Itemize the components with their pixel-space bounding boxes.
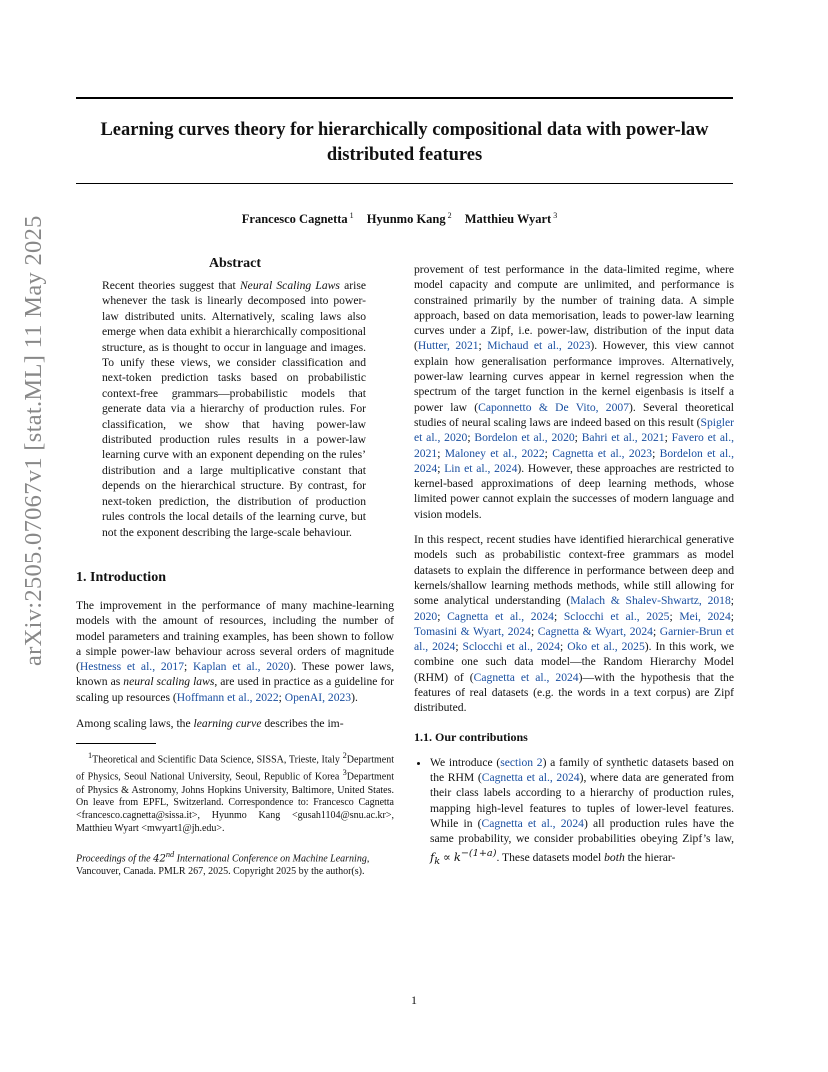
author-name: Matthieu Wyart xyxy=(464,212,552,227)
right-column xyxy=(414,262,734,870)
citation-link[interactable]: Spigler et al., 2020 xyxy=(414,415,734,445)
citation-link[interactable]: OpenAI, 2023 xyxy=(284,690,352,704)
citation-link[interactable]: Lin et al., 2024 xyxy=(444,461,518,475)
citation-link[interactable]: Kaplan et al., 2020 xyxy=(193,660,290,674)
citation-link[interactable]: Hestness et al., 2017 xyxy=(79,660,185,674)
citation-link[interactable]: Favero et al., 2021 xyxy=(414,431,734,460)
page-number: 1 xyxy=(411,993,417,1007)
citation-link[interactable]: Bordelon et al., 2020 xyxy=(474,431,575,445)
citation-link[interactable]: Oko et al., 2025 xyxy=(567,640,645,654)
citation-link[interactable]: Sclocchi et al., 2025 xyxy=(563,609,670,623)
intro-paragraph: Among scaling laws, the learning curve describes the im- xyxy=(76,716,344,730)
citation-link[interactable]: Sclocchi et al., 2024 xyxy=(462,640,561,654)
citation-link[interactable]: Maloney et al., 2022 xyxy=(444,446,545,460)
title-top-rule xyxy=(76,97,733,99)
intro-paragraph: The improvement in the performance of many machine-learning models with the amount of resources, including the number of model parameters and training examples, has been shown to follow a simple power-law behaviour across several orders of magnitude (Hestness et al., 2017; Kaplan et al., 2020). These power laws, known as neural scaling laws, are used in practice as a guideline for scaling up resources (Hoffmann et al., 2022; OpenAI, 2023). xyxy=(76,598,394,704)
arxiv-identifier: arXiv:2505.07067v1 [stat.ML] 11 May 2025 xyxy=(20,215,47,666)
contributions-list xyxy=(414,755,734,870)
abstract-text: Recent theories suggest that Neural Scaling Laws arise whenever the task is linearly decomposed into power-law distributed units. Alternatively, scaling laws also emerge when data exhibit a hierarchically compositional structure, as is thought to occur in language and images. To unify these views, we consider classification and next-token prediction tasks based on probabilistic context-free grammars—probabilistic models that generate data via a hierarchy of production rules. For classification, we show that having power-law distributed production rules results in a power-law learning curve with an exponent depending on the rules’ distribution and a large multiplicative constant that depends on the hierarchical structure. By contrast, for next-token prediction, the distribution of production rules controls the local details of the learning curve, but not the exponent describing the large-scale behaviour. xyxy=(102,279,366,539)
author-name: Francesco Cagnetta xyxy=(241,212,348,227)
citation-link[interactable]: Cagnetta et al., 2024 xyxy=(447,609,554,623)
citation-link[interactable]: 2020 xyxy=(414,609,438,623)
title-bottom-rule xyxy=(76,183,733,184)
citation-link[interactable]: Tomasini & Wyart, 2024 xyxy=(414,624,531,638)
author-affiliation-mark: 1 xyxy=(349,211,354,220)
citation-link[interactable]: Cagnetta et al., 2024 xyxy=(481,816,584,830)
paper-title: Learning curves theory for hierarchically compositional data with power-law distributed features xyxy=(100,120,709,165)
citation-link[interactable]: Cagnetta et al., 2024 xyxy=(473,670,579,684)
footnote-rule xyxy=(76,743,156,744)
citation-link[interactable]: Malach & Shalev-Shwartz, 2018 xyxy=(570,594,731,608)
citation-link[interactable]: Cagnetta et al., 2023 xyxy=(552,446,653,460)
author-affiliation-mark: 2 xyxy=(447,211,452,220)
left-column xyxy=(76,256,394,878)
affiliation-footnote: $^1$Theoretical and Scientific Data Science, SISSA, Trieste, Italy $^2$Department of Physics, Seoul National University, Seoul, Republic of Korea $^3$Department of Physics & Astronomy, Johns Hopkins University, Baltimore, United States. On leave from EPFL, Switzerland. Correspondence to: Francesco Cagnetta <francesco.cagnetta@sissa.it>, Hyunmo Kang <gusah1104@snu.ac.kr>, Matthieu Wyart <mwyart1@jh.edu>. xyxy=(76,751,394,834)
citation-link[interactable]: Michaud et al., 2023 xyxy=(487,339,591,353)
body-paragraph: provement of test performance in the data-limited regime, where model capacity and compute are unlimited, and performance is constrained primarily by the number of training data. A simple approach, based on data memorisation, leads to power-law learning curves under a Zipf, i.e. power-law, distribution of the input data (Hutter, 2021; Michaud et al., 2023). However, this view cannot explain how generalisation performance improves. Alternatively, power-law learning curves appear in kernel regression when the spectrum of the target function in the kernel eigenbasis is itself a power law (Caponnetto & De Vito, 2007). Several theoretical studies of neural scaling laws are indeed based on this result (Spigler et al., 2020; Bordelon et al., 2020; Bahri et al., 2021; Favero et al., 2021; Maloney et al., 2022; Cagnetta et al., 2023; Bordelon et al., 2024; Lin et al., 2024). However, these approaches are restricted to kernel-based approximations of deep learning methods, whose limited power cannot explain the successes of modern language and vision models. xyxy=(414,263,735,521)
author-name: Hyunmo Kang xyxy=(366,212,446,227)
body-paragraph: In this respect, recent studies have identified hierarchical generative models such as probabilistic context-free grammars as model datasets to explain the difference in performance between deep and kernels/shallow learning methods methods, while still allowing for some analytical understanding (Malach & Shalev-Shwartz, 2018; 2020; Cagnetta et al., 2024; Sclocchi et al., 2025; Mei, 2024; Tomasini & Wyart, 2024; Cagnetta & Wyart, 2024; Garnier-Brun et al., 2024; Sclocchi et al., 2024; Oko et al., 2025). In this work, we combine one such data model—the Random Hierarchy Model (RHM) of (Cagnetta et al., 2024)—with the hypothesis that the features of real datasets (e.g. the words in a text corpus) are Zipf distributed. xyxy=(414,533,735,715)
list-item: • We introduce (section 2) a family of synthetic datasets based on the RHM (Cagnetta et al., 2024), where data are generated from their class labels according to a hierarchy of production rules, mapping high-level features to tuples of lower-level features. While in (Cagnetta et al., 2024) all production rules have the same probability, we consider probabilities obeying Zipf’s law, $f_k \propto k^{-(1+a)}$. These datasets model both the hierar- xyxy=(430,755,734,870)
author-list xyxy=(76,211,733,227)
citation-link[interactable]: Bordelon et al., 2024 xyxy=(414,446,734,475)
author-affiliation-mark: 3 xyxy=(553,211,558,220)
citation-link[interactable]: Hoffmann et al., 2022 xyxy=(176,690,279,704)
abstract-heading: Abstract xyxy=(208,256,262,271)
citation-link[interactable]: Mei, 2024 xyxy=(679,609,731,623)
section-heading-introduction: 1. Introduction xyxy=(76,569,166,585)
proceedings-note: Proceedings of the 42nd International Conference on Machine Learning, Vancouver, Canada. PMLR 267, 2025. Copyright 2025 by the author(s). xyxy=(76,849,370,878)
citation-link[interactable]: Cagnetta et al., 2024 xyxy=(481,770,580,784)
citation-link[interactable]: Caponnetto & De Vito, 2007 xyxy=(478,400,629,414)
subsection-heading-contributions: 1.1. Our contributions xyxy=(414,729,528,744)
citation-link[interactable]: Hutter, 2021 xyxy=(417,339,479,353)
section-link[interactable]: section 2 xyxy=(500,755,543,769)
citation-link[interactable]: Bahri et al., 2021 xyxy=(581,431,665,445)
citation-link[interactable]: Garnier-Brun et al., 2024 xyxy=(414,624,734,654)
citation-link[interactable]: Cagnetta & Wyart, 2024 xyxy=(537,624,653,638)
